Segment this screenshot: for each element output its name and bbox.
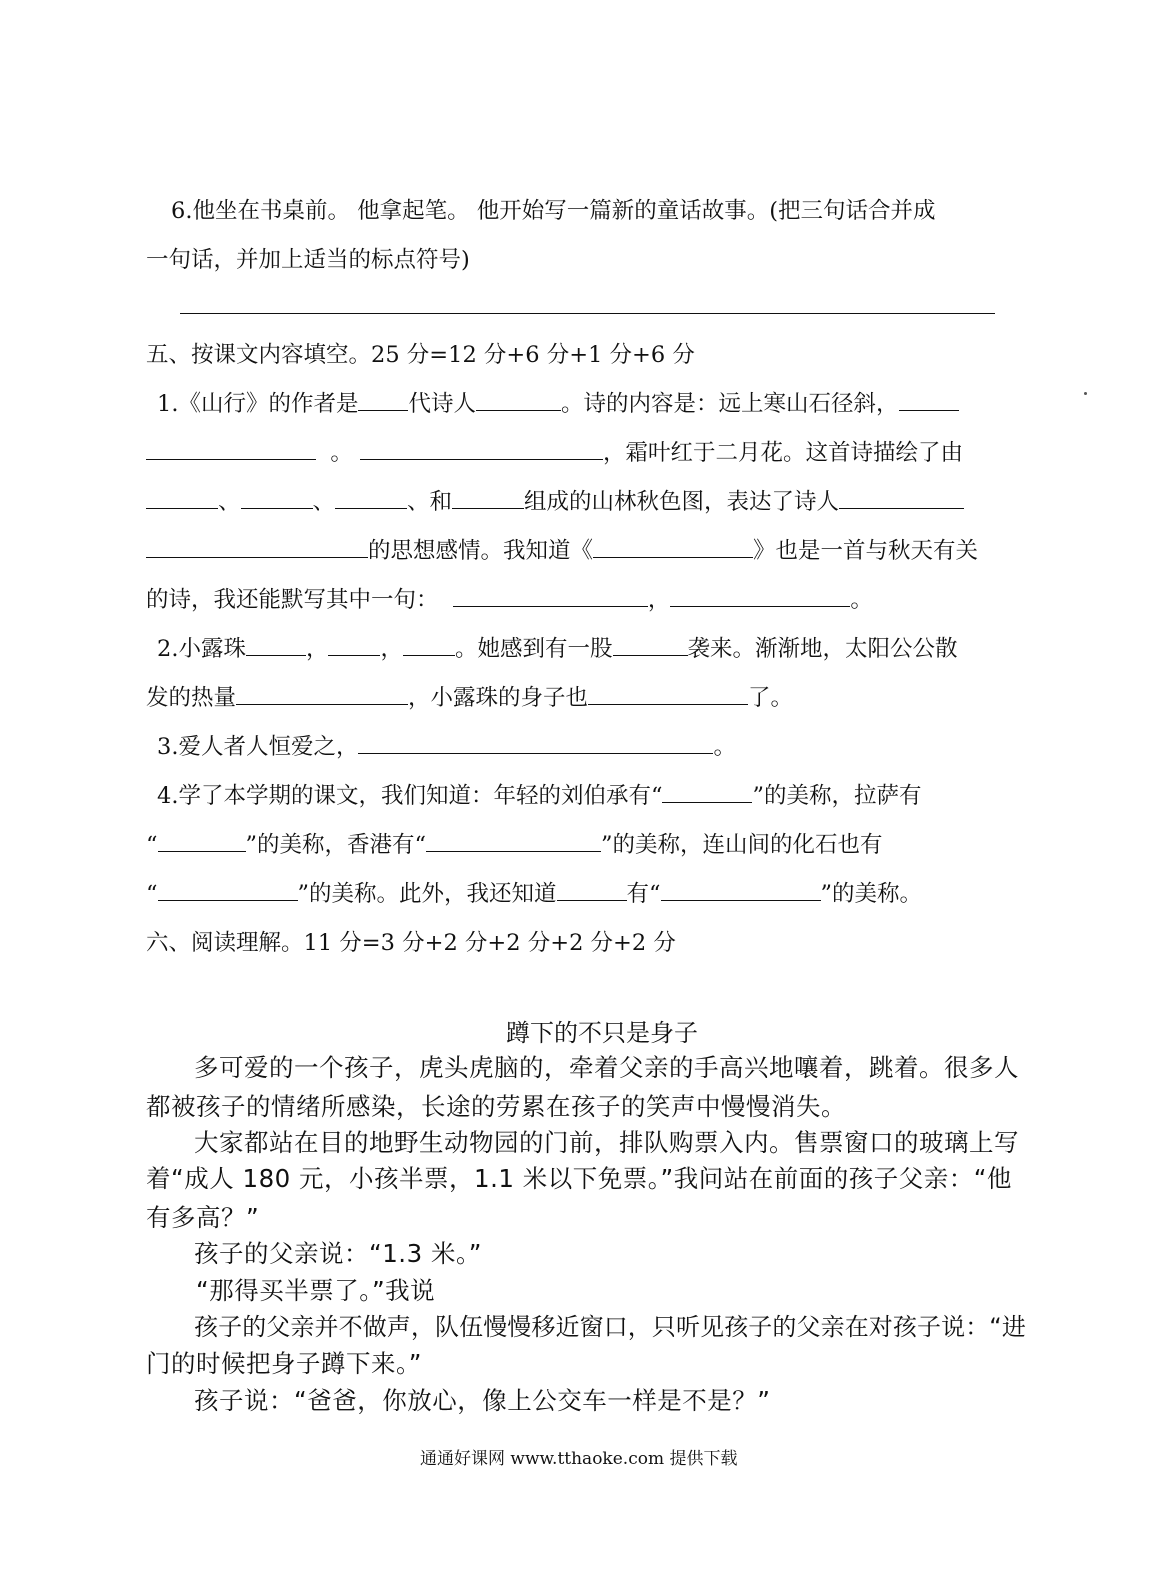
story-line-1: 多可爱的一个孩子，虎头虎脑的，牵着父亲的手高兴地嚷着，跳着。很多人 (194, 1053, 1019, 1082)
s5q2-line-b: 发的热量 ，小露珠的身子也 了。 (146, 680, 793, 712)
s5q1-line-e: 的诗，我还能默写其中一句： ， 。 (146, 582, 873, 614)
story-line-2: 都被孩子的情绪所感染，长途的劳累在孩子的笑声中慢慢消失。 (146, 1092, 846, 1121)
q6-line-2: 一句话，并加上适当的标点符号) (146, 247, 470, 273)
s5q1-line-d: 的思想感情。我知道《 》也是一首与秋天有关 (146, 533, 978, 565)
story-line-3: 大家都站在目的地野生动物园的门前，排队购票入内。售票窗口的玻璃上写 (194, 1128, 1019, 1157)
story-line-4: 着“成人 180 元，小孩半票，1.1 米以下免票。”我问站在前面的孩子父亲：“他 (146, 1164, 1012, 1193)
section6-heading: 六、阅读理解。11 分=3 分+2 分+2 分+2 分+2 分 (146, 930, 676, 956)
s5q4-line-a: 4.学了本学期的课文，我们知道：年轻的刘伯承有“ ”的美称，拉萨有 (157, 778, 922, 810)
story-line-5: 有多高？” (146, 1203, 260, 1232)
s5q2-line-a: 2.小露珠 ， ， 。她感到有一股 袭来。渐渐地，太阳公公散 (157, 631, 958, 663)
q6-line-1: 6.他坐在书桌前。 他拿起笔。 他开始写一篇新的童话故事。(把三句话合并成 (171, 198, 936, 224)
story-line-10: 孩子说：“爸爸，你放心，像上公交车一样是不是？” (194, 1386, 771, 1415)
q6-answer-line (180, 313, 995, 314)
story-title: 蹲下的不只是身子 (506, 1019, 698, 1047)
footer-text: 通通好课网 www.tthaoke.com 提供下载 (420, 1449, 738, 1469)
s5q1-line-c: 、 、 、和 组成的山林秋色图，表达了诗人 (146, 484, 964, 516)
s5q4-line-b: “ ”的美称，香港有“ ”的美称，连山间的化石也有 (146, 827, 883, 859)
s5q1-line-a: 1.《山行》的作者是 代诗人 。诗的内容是：远上寒山石径斜， (157, 386, 959, 418)
scan-speck (1084, 392, 1087, 395)
story-line-9: 门的时候把身子蹲下来。” (146, 1349, 422, 1378)
story-line-8: 孩子的父亲并不做声，队伍慢慢移近窗口，只听见孩子的父亲在对孩子说：“进 (194, 1313, 1026, 1341)
s5q3-line: 3.爱人者人恒爱之， 。 (157, 729, 736, 761)
s5q4-line-c: “ ”的美称。此外，我还知道 有“ ”的美称。 (146, 876, 922, 908)
story-line-6: 孩子的父亲说：“1.3 米。” (194, 1239, 482, 1268)
section5-heading: 五、按课文内容填空。25 分=12 分+6 分+1 分+6 分 (146, 342, 695, 368)
story-line-7: “那得买半票了。”我说 (196, 1276, 436, 1305)
s5q1-line-b: 。 ，霜叶红于二月花。这首诗描绘了由 (146, 435, 963, 467)
